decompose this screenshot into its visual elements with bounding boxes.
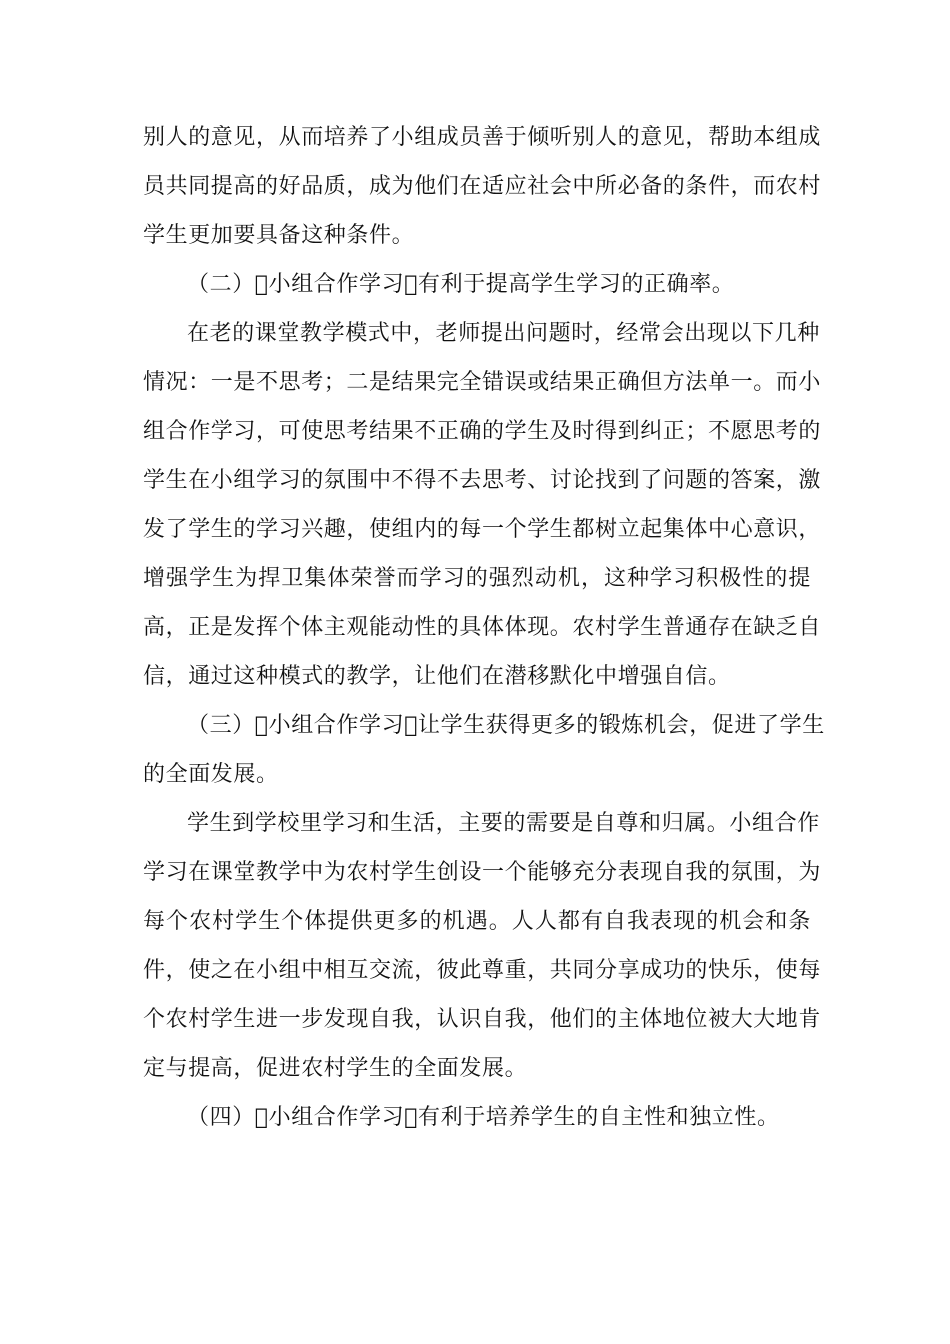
section-heading-2 <box>143 260 811 309</box>
heading-line: （三） 小组合作学习 让学生获得更多的锻炼机会，促进了学生 <box>187 713 825 738</box>
section-heading-4 <box>143 1093 811 1142</box>
text-line: 学生在小组学习的氛围中不得不去思考、讨论找到了问题的答案，激 <box>143 468 822 493</box>
text-line: 信，通过这种模式的教学，让他们在潜移默化中增强自信。 <box>143 664 731 689</box>
text-line: 情况：一是不思考；二是结果完全错误或结果正确但方法单一。而小 <box>143 370 822 395</box>
text-line: 个农村学生进一步发现自我，认识自我，他们的主体地位被大大地肯 <box>143 1007 822 1032</box>
text-line: 每个农村学生个体提供更多的机遇。人人都有自我表现的机会和条 <box>143 909 811 934</box>
paragraph-2 <box>143 309 822 701</box>
text-line: 组合作学习，可使思考结果不正确的学生及时得到纠正；不愿思考的 <box>143 419 822 444</box>
text-line: 在老的课堂教学模式中，老师提出问题时，经常会出现以下几种 <box>187 321 820 346</box>
heading-line: 的全面发展。 <box>143 762 279 787</box>
paragraph-1 <box>143 113 822 260</box>
heading-line: （二） 小组合作学习 有利于提高学生学习的正确率。 <box>187 272 735 297</box>
heading-line: （四） 小组合作学习 有利于培养学生的自主性和独立性。 <box>187 1105 780 1130</box>
text-line: 学习在课堂教学中为农村学生创设一个能够充分表现自我的氛围，为 <box>143 860 822 885</box>
text-line: 员共同提高的好品质，成为他们在适应社会中所必备的条件，而农村 <box>143 174 822 199</box>
text-line: 学生到学校里学习和生活，主要的需要是自尊和归属。小组合作 <box>187 811 820 836</box>
text-line: 别人的意见，从而培养了小组成员善于倾听别人的意见，帮助本组成 <box>143 125 822 150</box>
paragraph-3 <box>143 799 822 1093</box>
text-line: 件，使之在小组中相互交流，彼此尊重，共同分享成功的快乐，使每 <box>143 958 822 983</box>
text-line: 定与提高，促进农村学生的全面发展。 <box>143 1056 528 1081</box>
section-heading-3 <box>143 701 825 799</box>
text-line: 高，正是发挥个体主观能动性的具体体现。农村学生普通存在缺乏自 <box>143 615 822 640</box>
text-line: 学生更加要具备这种条件。 <box>143 223 415 248</box>
text-line: 增强学生为捍卫集体荣誉而学习的强烈动机，这种学习积极性的提 <box>143 566 811 591</box>
text-line: 发了学生的学习兴趣，使组内的每一个学生都树立起集体中心意识， <box>143 517 822 542</box>
document-body <box>143 113 825 1142</box>
